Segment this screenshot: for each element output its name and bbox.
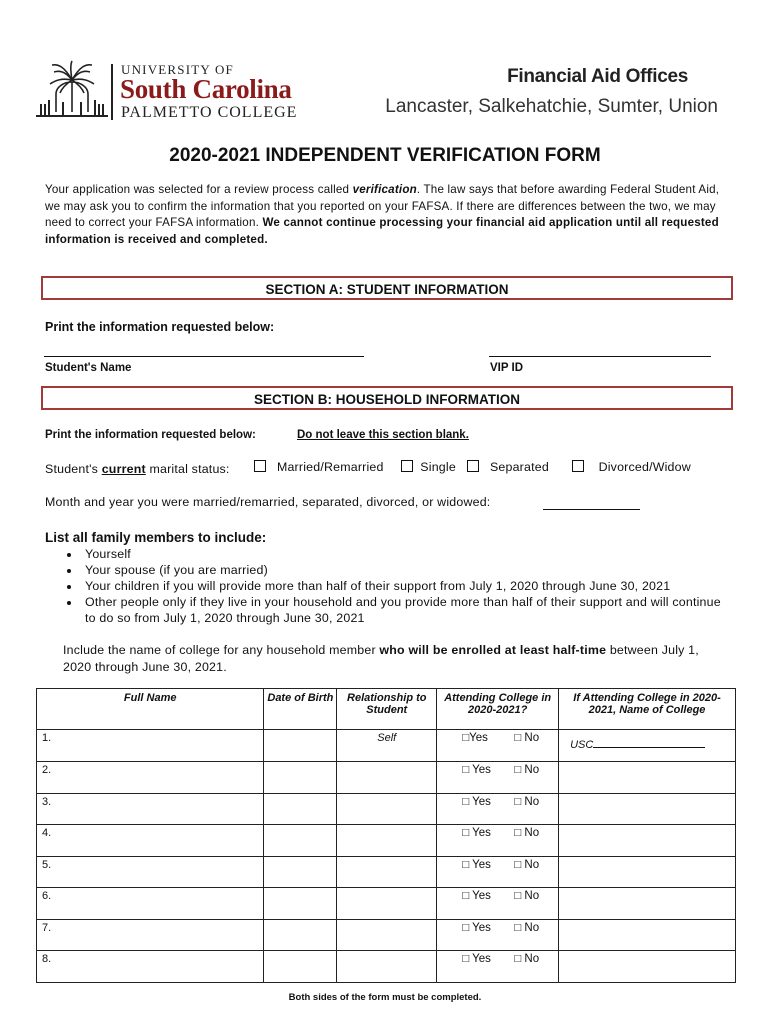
dob-cell[interactable] xyxy=(264,951,337,983)
name-cell[interactable] xyxy=(37,951,264,983)
name-cell[interactable] xyxy=(37,825,264,857)
row-number: 4. xyxy=(42,827,52,839)
marital-date-field[interactable] xyxy=(543,509,640,510)
single-checkbox[interactable] xyxy=(401,460,413,472)
row-number: 3. xyxy=(42,795,52,808)
university-name: South Carolina xyxy=(120,74,292,104)
relationship-cell[interactable] xyxy=(337,888,437,920)
name-cell[interactable] xyxy=(37,762,264,794)
yes-checkbox[interactable]: □ Yes xyxy=(462,890,491,902)
dob-cell[interactable] xyxy=(264,919,337,951)
relationship-cell[interactable] xyxy=(337,825,437,857)
yes-checkbox[interactable]: □ Yes xyxy=(462,858,491,871)
student-name-label: Student's Name xyxy=(45,362,132,374)
dob-cell[interactable] xyxy=(264,730,337,762)
footer-note: Both sides of the form must be completed. xyxy=(288,992,482,1003)
relationship-cell[interactable] xyxy=(337,856,437,888)
college-cell[interactable] xyxy=(559,888,736,920)
table-row xyxy=(37,730,736,762)
header-attending: Attending College in 2020-2021? xyxy=(437,689,559,730)
college-note: Include the name of college for any household member who will be enrolled at least half-time between July 1, 2020 through June 30, 2021. xyxy=(63,643,699,674)
marital-status-label: Student's current marital status: xyxy=(45,462,230,476)
yes-checkbox[interactable]: □ Yes xyxy=(462,953,491,965)
row-number: 5. xyxy=(42,858,52,871)
college-cell[interactable] xyxy=(559,793,736,825)
attending-cell xyxy=(437,730,559,762)
name-cell[interactable] xyxy=(37,793,264,825)
college-cell[interactable] xyxy=(559,919,736,951)
college-cell[interactable] xyxy=(559,951,736,983)
table-row xyxy=(37,919,736,951)
option-divorced[interactable]: Divorced/Widow xyxy=(572,460,691,474)
option-separated[interactable]: Separated xyxy=(467,460,549,474)
vip-id-label: VIP ID xyxy=(490,362,524,374)
header-date-of-birth: Date of Birth xyxy=(264,689,337,730)
list-heading: List all family members to include: xyxy=(45,530,267,545)
relationship-cell[interactable] xyxy=(337,793,437,825)
relationship-cell[interactable] xyxy=(337,951,437,983)
college-cell[interactable] xyxy=(559,825,736,857)
no-checkbox[interactable]: □ No xyxy=(514,764,540,776)
relationship-cell[interactable]: Self xyxy=(337,730,437,762)
married-checkbox[interactable] xyxy=(254,460,266,472)
row-number: 8. xyxy=(42,953,52,965)
row-number: 1. xyxy=(42,732,52,744)
attending-cell xyxy=(437,793,559,825)
dob-cell[interactable] xyxy=(264,856,337,888)
list-item: • Your spouse (if you are married) xyxy=(81,562,725,578)
name-cell[interactable] xyxy=(37,919,264,951)
attending-cell xyxy=(437,919,559,951)
relationship-cell[interactable] xyxy=(337,919,437,951)
section-b-heading: SECTION B: HOUSEHOLD INFORMATION xyxy=(41,386,733,410)
attending-cell xyxy=(437,888,559,920)
usc-line[interactable] xyxy=(593,747,705,748)
table-row xyxy=(37,951,736,983)
no-checkbox[interactable]: □ No xyxy=(514,890,540,902)
row-number: 2. xyxy=(42,764,52,776)
logo-divider xyxy=(111,64,113,120)
yes-checkbox[interactable]: □ Yes xyxy=(462,764,491,776)
attending-cell xyxy=(437,856,559,888)
table-row xyxy=(37,856,736,888)
divorced-checkbox[interactable] xyxy=(572,460,584,472)
table-row xyxy=(37,888,736,920)
table-row xyxy=(37,825,736,857)
section-a-heading: SECTION A: STUDENT INFORMATION xyxy=(41,276,733,300)
college-name: PALMETTO COLLEGE xyxy=(121,104,298,121)
header-college-name: If Attending College in 2020-2021, Name of College xyxy=(559,689,736,730)
row-number: 7. xyxy=(42,921,52,934)
intro-paragraph: Your application was selected for a review process called verification. The law says that before awarding Federal Student Aid, we may ask you to confirm the information that you reported on your FAFSA. If there are differences between the two, we may need to correct your FAFSA information. We cannot continue processing your financial aid application until all requested information is received and completed. xyxy=(45,183,720,246)
usc-prefix: USC xyxy=(570,739,594,751)
dob-cell[interactable] xyxy=(264,793,337,825)
list-item: • Yourself xyxy=(81,546,725,562)
office-title: Financial Aid Offices xyxy=(507,66,688,87)
no-checkbox[interactable]: □ No xyxy=(514,795,540,808)
name-cell[interactable] xyxy=(37,856,264,888)
no-checkbox[interactable]: □ No xyxy=(514,858,540,871)
no-checkbox[interactable]: □ No xyxy=(514,732,540,744)
attending-cell xyxy=(437,762,559,794)
college-cell[interactable] xyxy=(559,762,736,794)
family-members-list xyxy=(45,546,725,626)
header-full-name: Full Name xyxy=(37,689,264,730)
table-row xyxy=(37,762,736,794)
palmetto-logo-icon xyxy=(36,60,108,122)
list-item: • Your children if you will provide more than half of their support from July 1, 2020 through June 30, 2021 xyxy=(81,578,725,594)
attending-cell xyxy=(437,951,559,983)
option-single[interactable]: Single xyxy=(401,460,456,474)
option-married[interactable]: Married/Remarried xyxy=(254,460,384,474)
list-item: • Other people only if they live in your household and you provide more than half of their support and will continue to do so from July 1, 2020 through June 30, 2021 xyxy=(81,594,725,626)
form-title: 2020-2021 INDEPENDENT VERIFICATION FORM xyxy=(169,145,601,166)
yes-checkbox[interactable]: □ Yes xyxy=(462,921,491,934)
college-cell[interactable] xyxy=(559,856,736,888)
table-header-row xyxy=(37,689,736,730)
vip-id-field[interactable] xyxy=(489,356,711,357)
yes-checkbox[interactable]: □ Yes xyxy=(462,827,491,839)
yes-checkbox[interactable]: □ Yes xyxy=(462,795,491,808)
marital-date-question: Month and year you were married/remarried, separated, divorced, or widowed: xyxy=(45,495,491,509)
separated-checkbox[interactable] xyxy=(467,460,479,472)
family-members-table xyxy=(36,688,736,983)
student-name-field[interactable] xyxy=(44,356,364,357)
dob-cell[interactable] xyxy=(264,825,337,857)
section-b-warning: Do not leave this section blank. xyxy=(297,429,469,441)
university-label: UNIVERSITY OF xyxy=(121,62,234,77)
section-b-instruction: Print the information requested below: xyxy=(45,429,256,441)
table-row xyxy=(37,793,736,825)
office-locations: Lancaster, Salkehatchie, Sumter, Union xyxy=(385,96,718,117)
no-checkbox[interactable]: □ No xyxy=(514,921,540,934)
no-checkbox[interactable]: □ No xyxy=(514,827,540,839)
yes-checkbox[interactable]: □Yes xyxy=(462,732,488,744)
header-relationship: Relationship to Student xyxy=(337,689,437,730)
name-cell[interactable] xyxy=(37,730,264,762)
attending-cell xyxy=(437,825,559,857)
row-number: 6. xyxy=(42,890,52,902)
name-cell[interactable] xyxy=(37,888,264,920)
dob-cell[interactable] xyxy=(264,888,337,920)
dob-cell[interactable] xyxy=(264,762,337,794)
section-a-instruction: Print the information requested below: xyxy=(45,320,275,334)
college-cell[interactable] xyxy=(559,730,736,762)
no-checkbox[interactable]: □ No xyxy=(514,953,540,965)
relationship-cell[interactable] xyxy=(337,762,437,794)
